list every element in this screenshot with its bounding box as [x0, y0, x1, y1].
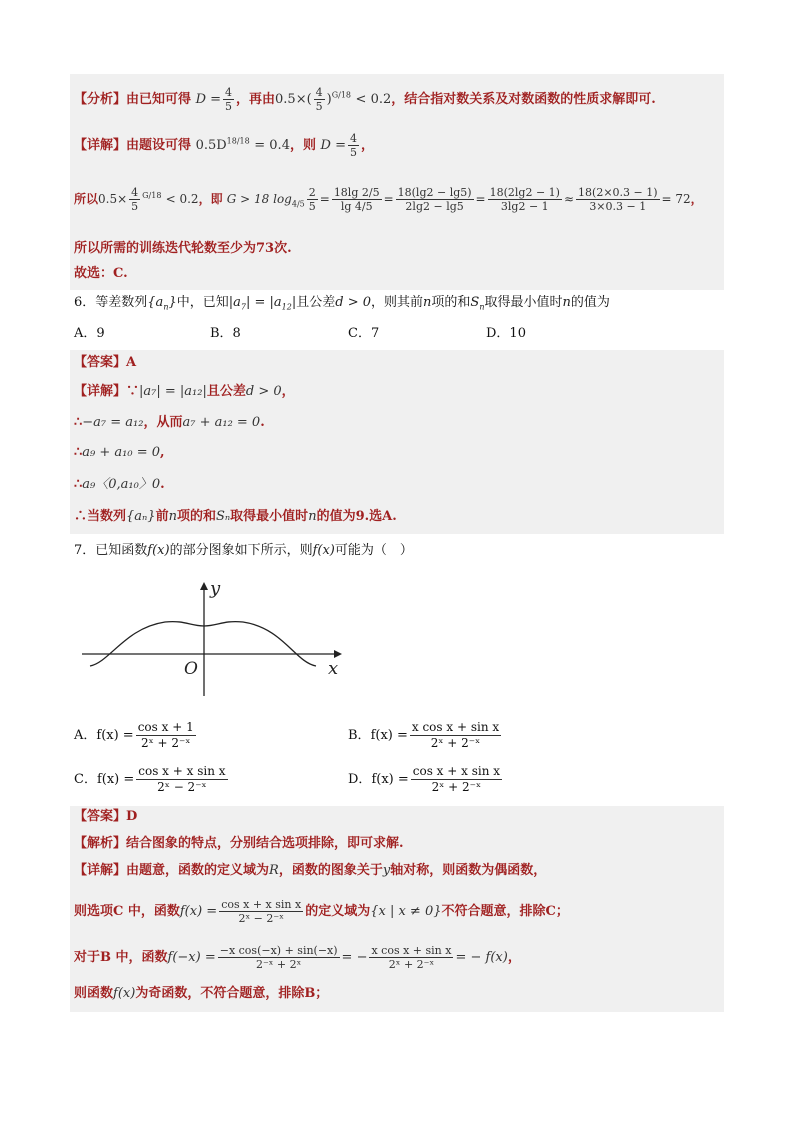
function-curve — [90, 622, 316, 666]
q7-option-b: B．f(x) = $\frac{\text{x cos x + sin x}}{\text{2ˣ + 2⁻ˣ}}$ — [348, 720, 500, 750]
y-axis-label: y — [210, 578, 221, 599]
fraction: $\frac{\text{cos x + x sin x}}{\text{2ˣ − 2⁻ˣ}}$ — [138, 764, 226, 794]
q5-conclusion: 所以所需的训练迭代轮数至少为73次. — [74, 241, 292, 256]
function-graph — [80, 578, 350, 703]
q6-answer: 【答案】A — [74, 355, 137, 370]
detail-text: ，则 — [289, 138, 316, 153]
fraction: $\frac{18(2\lg 2 - 1)}{3\lg 2 - 1}$ — [489, 186, 560, 213]
y-axis-arrow — [200, 582, 208, 590]
analysis-text: 由已知可得 — [126, 92, 192, 107]
x-axis-label: x — [328, 658, 339, 679]
q5-analysis-line: 【分析】由已知可得 D = $\frac{4}{5}$ ，再由0.5×( $\frac{4}{5}$ )$^{G/18}$ < 0.2，结合指对数关系及对数函数的性质求解即可. — [74, 86, 656, 113]
math-expr: 0.5× — [98, 192, 128, 206]
q6-option-d: D．10 — [486, 326, 526, 341]
answer-value: D — [126, 809, 138, 824]
q7-option-d: D．f(x) = $\frac{\text{cos x + x sin x}}{\text{2ˣ + 2⁻ˣ}}$ — [348, 764, 501, 794]
fraction: $\frac{2}{5}$ — [308, 186, 316, 213]
math-expr: = 0.4 — [254, 138, 290, 153]
q7-analysis: 【解析】结合图象的特点，分别结合选项排除，即可求解. — [74, 836, 404, 851]
q6-detail-1: 【详解】∵|a₇| = |a₁₂|且公差d > 0， — [74, 384, 295, 399]
math-expr: D = — [320, 138, 346, 153]
subscript: 4/5 — [291, 199, 305, 209]
q6-option-b: B．8 — [210, 326, 241, 341]
q6-detail-5: ∴当数列{aₙ}前n项的和Sₙ取得最小值时n的值为9.选A. — [74, 509, 397, 524]
fraction: $\frac{18(2\times 0.3 - 1)}{3\times 0.3 - 1}$ — [578, 186, 658, 213]
analysis-label: 【分析】 — [74, 92, 127, 107]
q7-option-a: A．f(x) = $\frac{\text{cos x + 1}}{\text{2ˣ + 2⁻ˣ}}$ — [74, 720, 194, 750]
q7-detail-2: 则选项C 中，函数f(x) = $\frac{\text{cos x + x sin x}}{\text{2ˣ − 2⁻ˣ}}$ 的定义域为{x | x ≠ 0}不符合题意，排除C； — [74, 898, 569, 925]
exponent: G/18 — [142, 191, 162, 200]
answer-value: A — [126, 355, 137, 370]
fraction: $\frac{\text{x cos x + sin x}}{\text{2ˣ + 2⁻ˣ}}$ — [371, 944, 452, 971]
answer-band-q6 — [70, 350, 724, 534]
math-expr: < 0.2 — [165, 192, 199, 206]
q7-stem: 7．已知函数f(x)的部分图象如下所示，则f(x)可能为（ ） — [74, 543, 413, 558]
q5-detail-line: 【详解】由题设可得 $0.5D^{18/18} = 0.4$，则 D = $\frac{4}{5}$ ， — [74, 132, 374, 159]
q7-detail-4: 则函数f(x)为奇函数，不符合题意，排除B； — [74, 986, 329, 1001]
exponent: G/18 — [331, 90, 352, 100]
q6-option-c: C．7 — [348, 326, 380, 341]
q5-choice: 故选：C. — [74, 266, 128, 281]
fraction: $\frac{\text{cos x + 1}}{\text{2ˣ + 2⁻ˣ}}$ — [137, 720, 194, 750]
q7-detail-1: 【详解】由题意，函数的定义域为R，函数的图象关于y轴对称，则函数为偶函数， — [74, 863, 547, 878]
math-expr: < 0.2 — [355, 92, 392, 107]
q6-detail-3: ∴a₉ + a₁₀ = 0, — [74, 445, 165, 460]
exponent: 18/18 — [226, 136, 250, 146]
q6-detail-2: ∴−a₇ = a₁₂，从而a₇ + a₁₂ = 0. — [74, 415, 265, 430]
q6-stem: 6．等差数列$\{a_n\}$中，已知$|a_7| = |a_{12}|$且公差d > 0，则其前n项的和$S_n$取得最小值时n的值为 — [74, 295, 610, 312]
fraction: $\frac{\text{x cos x + sin x}}{\text{2ˣ + 2⁻ˣ}}$ — [411, 720, 500, 750]
q7-answer: 【答案】D — [74, 809, 138, 824]
analysis-text: ，再由 — [236, 92, 276, 107]
math-expr: G > 18 log — [226, 192, 292, 206]
fraction: $\frac{18\lg 2/5}{\lg 4/5}$ — [333, 186, 380, 213]
math-expr: 0.5D — [195, 138, 227, 153]
detail-text: 由题设可得 — [126, 138, 192, 153]
fraction: $\frac{18(\lg 2 - \lg 5)}{2\lg 2 - \lg 5}$ — [397, 186, 472, 213]
fraction: $\frac{\text{−x cos(−x) + sin(−x)}}{\text{2⁻ˣ + 2ˣ}}$ — [219, 944, 338, 971]
math-expr: D = — [195, 92, 222, 107]
fraction: $\frac{4}{5}$ — [349, 132, 357, 159]
fraction: $\frac{\text{cos x + x sin x}}{\text{2ˣ − 2⁻ˣ}}$ — [221, 898, 302, 925]
detail-label: 【详解】 — [74, 138, 127, 153]
q6-detail-4: ∴a₉〈0,a₁₀〉0. — [74, 477, 165, 492]
x-axis-arrow — [334, 650, 342, 658]
so-label: 所以 — [74, 192, 99, 206]
origin-label: O — [184, 659, 198, 679]
math-expr: = 72 — [661, 192, 691, 206]
fraction: $\frac{\text{cos x + x sin x}}{\text{2ˣ + 2⁻ˣ}}$ — [412, 764, 501, 794]
fraction: $\frac{4}{5}$ — [315, 86, 323, 113]
q7-detail-3: 对于B 中，函数f(−x) = $\frac{\text{−x cos(−x) + sin(−x)}}{\text{2⁻ˣ + 2ˣ}}$ = − $\frac{\text{x cos x + sin x}}{\text{2ˣ + 2⁻ˣ}}$ = − f(x)， — [74, 944, 521, 971]
math-expr: 0.5×( — [275, 92, 312, 107]
q5-equation-line: 所以0.5× $\frac{4}{5}$ $^{G/18}$ < 0.2，即 G > 18 $\log_{4/5}$ $\frac{2}{5}$ = $\frac{18\lg 2/5}{\lg 4/5}$ = $\frac{18(\lg 2 - \lg 5)}{2\lg 2 - \lg 5}$ = $\frac{18(2\lg 2 - 1)}{3\lg 2 - 1}$ ≈ $\frac{18(2\times 0.3 - 1)}{3\times 0.3 - 1}$ = 72， — [74, 186, 703, 213]
q7-option-c: C．f(x) = $\frac{\text{cos x + x sin x}}{\text{2ˣ − 2⁻ˣ}}$ — [74, 764, 226, 794]
q6-option-a: A．9 — [74, 326, 105, 341]
fraction: $\frac{4}{5}$ — [225, 86, 233, 113]
fraction: $\frac{4}{5}$ — [131, 186, 139, 213]
analysis-text: ，结合指对数关系及对数函数的性质求解即可. — [391, 92, 656, 107]
